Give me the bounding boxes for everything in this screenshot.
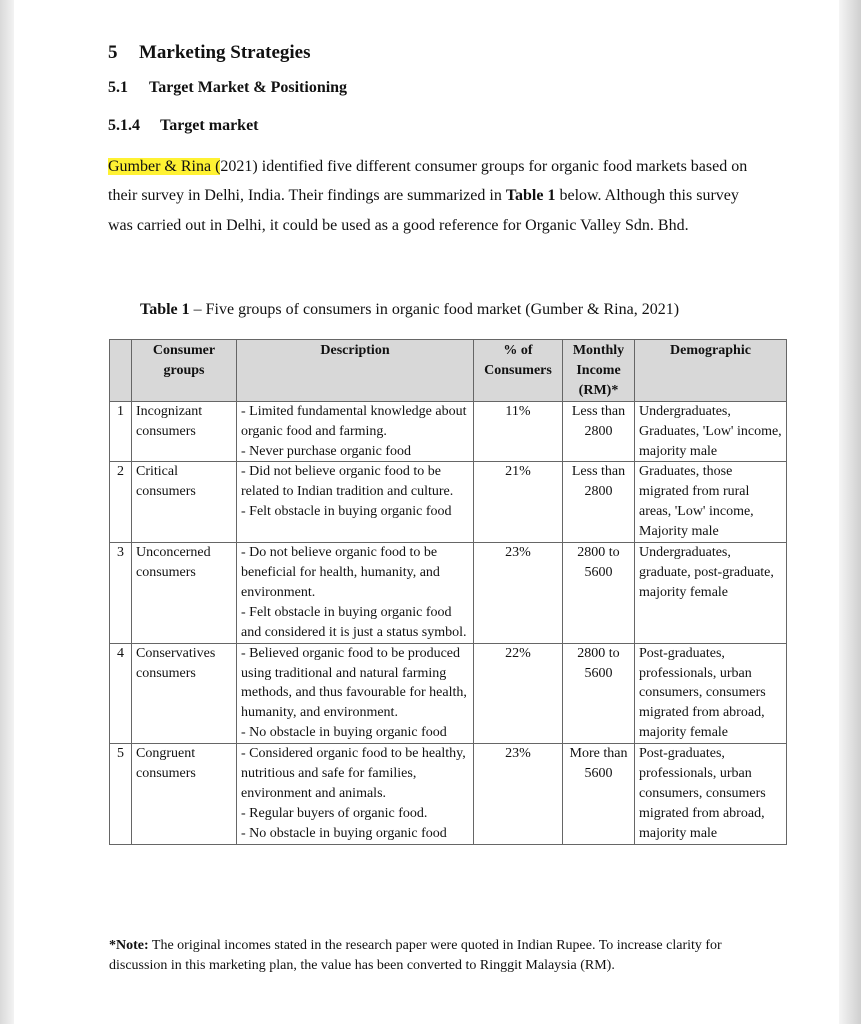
table-row <box>110 643 787 744</box>
demographic-cell: Post-graduates, professionals, urban consumers, consumers migrated from abroad, majority female <box>635 643 787 744</box>
subsubsection-heading <box>108 117 259 135</box>
income-cell: Less than 2800 <box>563 462 635 543</box>
table-header-row <box>110 340 787 402</box>
percent-cell: 11% <box>474 401 563 462</box>
header-index <box>110 340 132 402</box>
description-point: - No obstacle in buying organic food <box>241 725 447 741</box>
income-cell: 2800 to 5600 <box>563 543 635 644</box>
description-cell <box>237 462 474 543</box>
subsubsection-number: 5.1.4 <box>108 117 140 134</box>
subsection-heading <box>108 79 347 97</box>
header-income: Monthly Income (RM)* <box>563 340 635 402</box>
page-shadow-left <box>0 0 14 1024</box>
consumer-groups-table <box>109 339 787 845</box>
subsubsection-title: Target market <box>160 117 259 134</box>
intro-paragraph <box>108 152 748 240</box>
table-footnote <box>109 936 769 976</box>
description-cell <box>237 744 474 845</box>
description-point: - Considered organic food to be healthy, nutritious and safe for families, environment and animals. <box>241 746 466 801</box>
description-cell <box>237 401 474 462</box>
header-demographic: Demographic <box>635 340 787 402</box>
citation-highlight: Gumber & Rina ( <box>108 158 221 175</box>
income-cell: More than 5600 <box>563 744 635 845</box>
description-point: - Felt obstacle in buying organic food <box>241 504 452 520</box>
description-cell <box>237 543 474 644</box>
consumer-group-cell: Critical consumers <box>132 462 237 543</box>
description-point: - Regular buyers of organic food. <box>241 805 428 821</box>
row-index: 5 <box>110 744 132 845</box>
consumer-group-cell: Congruent consumers <box>132 744 237 845</box>
row-index: 1 <box>110 401 132 462</box>
consumer-group-cell: Incognizant consumers <box>132 401 237 462</box>
description-point: - Believed organic food to be produced using traditional and natural farming methods, and thus favourable for health, humanity, and environment. <box>241 645 467 721</box>
description-point: - Do not believe organic food to be beneficial for health, humanity, and environment. <box>241 545 440 600</box>
paragraph-text-1: 2021) identified five different consumer groups for organic food markets based on their survey in Delhi, India. Their findings are summarized in <box>108 158 748 205</box>
header-consumer-groups: Consumer groups <box>132 340 237 402</box>
table-row <box>110 462 787 543</box>
header-description: Description <box>237 340 474 402</box>
row-index: 2 <box>110 462 132 543</box>
table-caption-text: – Five groups of consumers in organic food market (Gumber & Rina, 2021) <box>189 301 680 318</box>
percent-cell: 22% <box>474 643 563 744</box>
percent-cell: 23% <box>474 744 563 845</box>
section-number: 5 <box>108 42 118 63</box>
table-row <box>110 744 787 845</box>
consumer-group-cell: Conservatives consumers <box>132 643 237 744</box>
row-index: 4 <box>110 643 132 744</box>
percent-cell: 23% <box>474 543 563 644</box>
description-point: - Felt obstacle in buying organic food and considered it is just a status symbol. <box>241 604 467 640</box>
table-reference: Table 1 <box>505 187 556 205</box>
subsection-title: Target Market & Positioning <box>149 79 348 96</box>
income-cell: 2800 to 5600 <box>563 643 635 744</box>
table-caption <box>140 301 679 319</box>
description-point: - Never purchase organic food <box>241 443 412 459</box>
subsection-number: 5.1 <box>108 79 128 96</box>
income-cell: Less than 2800 <box>563 401 635 462</box>
percent-cell: 21% <box>474 462 563 543</box>
footnote-text: The original incomes stated in the research paper were quoted in Indian Rupee. To increase clarity for discussion in this marketing plan, the value has been converted to Ringgit Malaysia (RM). <box>109 938 722 973</box>
table-row <box>110 543 787 644</box>
table-row <box>110 401 787 462</box>
description-cell <box>237 643 474 744</box>
description-point: - Limited fundamental knowledge about organic food and farming. <box>241 403 467 439</box>
demographic-cell: Undergraduates, graduate, post-graduate, majority female <box>635 543 787 644</box>
header-percent: % of Consumers <box>474 340 563 402</box>
demographic-cell: Post-graduates, professionals, urban consumers, consumers migrated from abroad, majority male <box>635 744 787 845</box>
section-title: Marketing Strategies <box>139 42 311 63</box>
table-caption-label: Table 1 <box>140 301 190 318</box>
paragraph-text-2: below. Although this survey was carried out in Delhi, it could be used as a good reference for Organic Valley Sdn. Bhd. <box>108 187 739 234</box>
description-point: - No obstacle in buying organic food <box>241 825 447 841</box>
row-index: 3 <box>110 543 132 644</box>
demographic-cell: Graduates, those migrated from rural areas, 'Low' income, Majority male <box>635 462 787 543</box>
consumer-group-cell: Unconcerned consumers <box>132 543 237 644</box>
page-shadow-right <box>839 0 861 1024</box>
footnote-label: *Note: <box>109 938 149 953</box>
description-point: - Did not believe organic food to be related to Indian tradition and culture. <box>241 464 454 500</box>
section-heading <box>108 42 310 64</box>
demographic-cell: Undergraduates, Graduates, 'Low' income, majority male <box>635 401 787 462</box>
